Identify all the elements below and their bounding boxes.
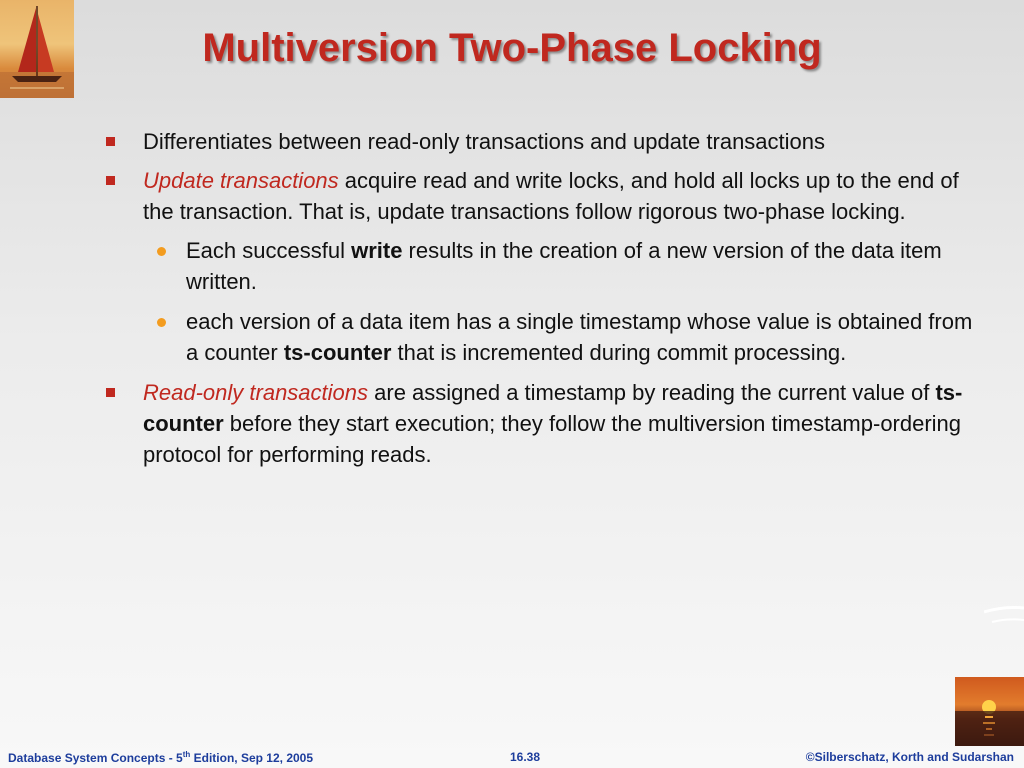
sub-bullet-item [100,306,980,368]
bold-term: ts-counter [283,340,392,365]
footer-sup: th [182,750,191,759]
bullet-text: Differentiates between read-only transactions and update transactions [143,129,826,154]
decorative-swoosh [984,600,1024,630]
bullet-text: Each successful [186,238,352,263]
square-bullet-icon [106,388,115,397]
slide-title: Multiversion Two-Phase Locking [202,26,822,70]
slide-body [100,126,980,478]
bold-term: write [351,238,403,263]
sub-bullet-item [100,235,980,297]
bullet-text: results in the creation of a new version of the data item written. [186,238,942,294]
emphasis-text: Read-only transactions [143,380,369,405]
bullet-item [100,126,980,157]
bullet-text: each version of a data item has a single timestamp whose value is obtained from a counter [186,309,973,365]
footer-text: Database System Concepts - 5 [8,751,183,765]
footer-text: Edition, Sep 12, 2005 [190,751,314,765]
square-bullet-icon [106,176,115,185]
bullet-item [100,377,980,470]
footer-book-title [8,750,313,765]
bullet-text: that is incremented during commit processing. [391,340,847,365]
slide-footer [0,746,1024,768]
round-bullet-icon [157,247,166,256]
page-number: 16.38 [510,750,541,764]
copyright: ©Silberschatz, Korth and Sudarshan [805,750,1014,764]
square-bullet-icon [106,137,115,146]
bullet-text: acquire read and write locks, and hold all locks up to the end of the transaction. That is, update transactions follow rigorous two-phase locking. [143,168,959,224]
bullet-text: before they start execution; they follow the multiversion timestamp-ordering protocol for performing reads. [143,411,962,467]
bullet-item [100,165,980,227]
sunset-logo [955,677,1024,746]
round-bullet-icon [157,318,166,327]
bullet-text: are assigned a timestamp by reading the current value of [368,380,936,405]
bold-term: ts-counter [143,380,963,436]
emphasis-text: Update transactions [143,168,339,193]
